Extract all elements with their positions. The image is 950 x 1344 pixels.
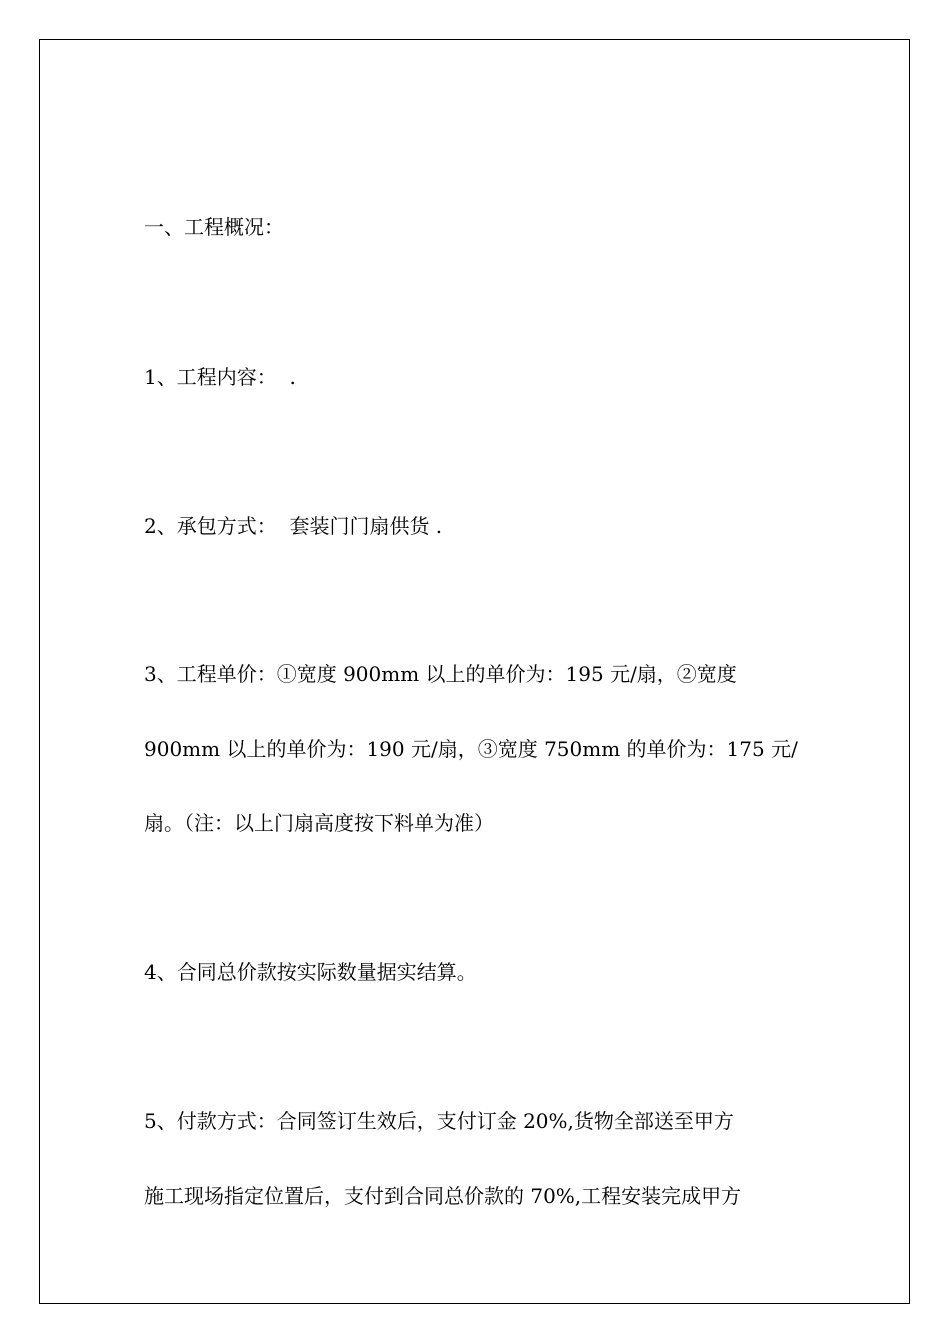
- item-3-unit-price-line-1: 3、工程单价：①宽度 900mm 以上的单价为：195 元/扇，②宽度: [144, 662, 737, 686]
- item-1-project-content: 1、工程内容： .: [144, 365, 296, 389]
- item-2-contract-method: 2、承包方式： 套装门门扇供货 .: [144, 514, 443, 538]
- item-3-unit-price-line-2: 900mm 以上的单价为：190 元/扇，③宽度 750mm 的单价为：175 元/: [144, 737, 798, 761]
- item-5-payment-line-2: 施工现场指定位置后，支付到合同总价款的 70%,工程安装完成甲方: [144, 1184, 742, 1208]
- section-heading: 一、工程概况：: [144, 215, 284, 239]
- item-3-unit-price-line-3: 扇。（注：以上门扇高度按下料单为准）: [144, 811, 494, 835]
- item-4-settlement: 4、合同总价款按实际数量据实结算。: [144, 960, 477, 984]
- item-5-payment-line-1: 5、付款方式：合同签订生效后，支付订金 20%,货物全部送至甲方: [144, 1109, 734, 1133]
